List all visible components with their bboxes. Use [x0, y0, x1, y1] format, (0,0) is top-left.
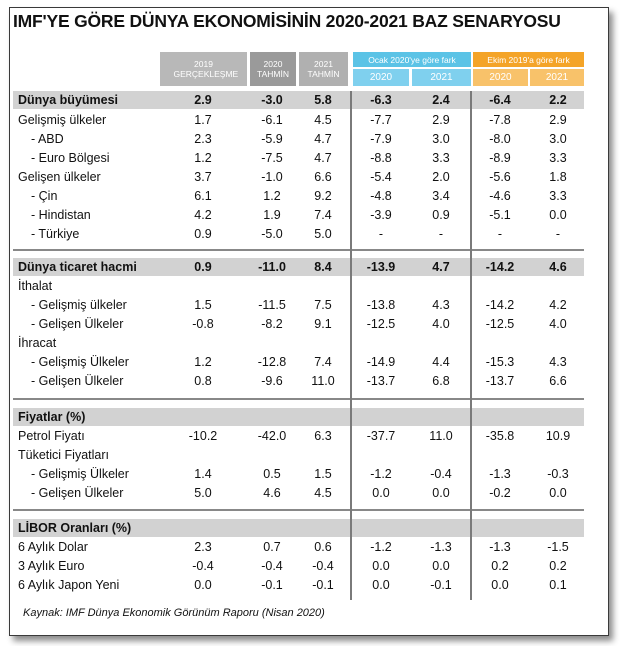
cell-value: 0.7	[263, 540, 281, 554]
cell-value: -12.5	[485, 317, 515, 331]
cell-value: 5.8	[314, 93, 332, 107]
row-label: LİBOR Oranları (%)	[18, 521, 132, 535]
row-label: - Gelişmiş Ülkeler	[31, 467, 129, 481]
cell-value: 0.9	[194, 227, 212, 241]
cell-value: -0.3	[547, 467, 569, 481]
cell-value: 1.8	[549, 170, 567, 184]
cell-value: -8.2	[261, 317, 283, 331]
cell-value: -1.0	[261, 170, 283, 184]
cell-value: -0.8	[192, 317, 214, 331]
cell-value: -13.7	[485, 374, 515, 388]
row-label: - Euro Bölgesi	[31, 151, 110, 165]
cell-value: 3.7	[194, 170, 212, 184]
cell-value: 9.1	[314, 317, 332, 331]
cell-value: -6.1	[261, 113, 283, 127]
row-label: Tüketici Fiyatları	[18, 448, 109, 462]
header-2019: 2019 GERÇEKLEŞME	[160, 52, 247, 86]
cell-value: -35.8	[485, 429, 515, 443]
section-bar-prices	[13, 408, 584, 426]
cell-value: -5.1	[489, 208, 511, 222]
cell-value: -8.0	[489, 132, 511, 146]
row-label: Dünya büyümesi	[18, 93, 119, 107]
cell-value: -10.2	[188, 429, 218, 443]
cell-value: -0.4	[430, 467, 452, 481]
cell-value: -4.6	[489, 189, 511, 203]
cell-value: -8.8	[370, 151, 392, 165]
cell-value: 4.0	[432, 317, 450, 331]
cell-value: 0.8	[194, 374, 212, 388]
header-ekim-group: Ekim 2019'a göre fark	[473, 52, 584, 67]
cell-value: 2.9	[549, 113, 567, 127]
cell-value: 1.2	[263, 189, 281, 203]
cell-value: 4.3	[432, 298, 450, 312]
header-ekim-2020: 2020	[473, 69, 528, 86]
cell-value: 0.2	[549, 559, 567, 573]
cell-value: -37.7	[366, 429, 396, 443]
cell-value: 0.0	[549, 486, 567, 500]
header-ekim-2021: 2021	[530, 69, 584, 86]
cell-value: 4.6	[549, 260, 567, 274]
cell-value: 0.0	[194, 578, 212, 592]
cell-value: 6.6	[549, 374, 567, 388]
cell-value: -0.2	[489, 486, 511, 500]
cell-value: 0.1	[549, 578, 567, 592]
cell-value: 7.4	[314, 355, 332, 369]
cell-value: 4.0	[549, 317, 567, 331]
row-label: - Gelişen Ülkeler	[31, 317, 124, 331]
cell-value: -5.6	[489, 170, 511, 184]
cell-value: 2.4	[432, 93, 450, 107]
cell-value: -0.4	[261, 559, 283, 573]
header-2021: 2021 TAHMİN	[299, 52, 348, 86]
cell-value: -13.9	[366, 260, 396, 274]
cell-value: 0.0	[372, 559, 390, 573]
cell-value: 4.5	[314, 113, 332, 127]
cell-value: -0.1	[430, 578, 452, 592]
cell-value: -0.1	[312, 578, 334, 592]
cell-value: 1.2	[194, 355, 212, 369]
divider	[13, 249, 584, 251]
cell-value: -12.8	[257, 355, 287, 369]
row-label: İhracat	[18, 336, 57, 350]
cell-value: 2.3	[194, 540, 212, 554]
cell-value: 9.2	[314, 189, 332, 203]
cell-value: -1.5	[547, 540, 569, 554]
cell-value: 0.9	[194, 260, 212, 274]
cell-value: 1.4	[194, 467, 212, 481]
row-label: Gelişen ülkeler	[18, 170, 101, 184]
cell-value: 0.0	[372, 486, 390, 500]
cell-value: -9.6	[261, 374, 283, 388]
cell-value: -7.5	[261, 151, 283, 165]
cell-value: -8.9	[489, 151, 511, 165]
cell-value: 2.3	[194, 132, 212, 146]
cell-value: 2.2	[549, 93, 567, 107]
cell-value: 6.3	[314, 429, 332, 443]
cell-value: 0.6	[314, 540, 332, 554]
cell-value: 0.2	[491, 559, 509, 573]
cell-value: 0.5	[263, 467, 281, 481]
row-label: 6 Aylık Dolar	[18, 540, 88, 554]
cell-value: 5.0	[314, 227, 332, 241]
cell-value: 4.6	[263, 486, 281, 500]
header-ocak-2020: 2020	[353, 69, 409, 86]
cell-value: -	[378, 227, 384, 241]
cell-value: 4.2	[194, 208, 212, 222]
cell-value: 6.6	[314, 170, 332, 184]
cell-value: -13.7	[366, 374, 396, 388]
row-label: Fiyatlar (%)	[18, 410, 86, 424]
cell-value: 5.0	[194, 486, 212, 500]
cell-value: 7.5	[314, 298, 332, 312]
cell-value: 11.0	[429, 429, 453, 443]
row-label: - ABD	[31, 132, 64, 146]
cell-value: -	[555, 227, 561, 241]
row-label: Dünya ticaret hacmi	[18, 260, 137, 274]
header-2020: 2020 TAHMİN	[250, 52, 296, 86]
cell-value: 3.0	[549, 132, 567, 146]
cell-value: -1.3	[430, 540, 452, 554]
cell-value: 4.7	[314, 151, 332, 165]
cell-value: -1.3	[489, 467, 511, 481]
cell-value: 0.0	[432, 486, 450, 500]
row-label: 6 Aylık Japon Yeni	[18, 578, 120, 592]
page-title: IMF'YE GÖRE DÜNYA EKONOMİSİNİN 2020-2021 BAZ SENARYOSU	[13, 11, 561, 31]
row-label: - Türkiye	[31, 227, 80, 241]
cell-value: 3.3	[549, 151, 567, 165]
cell-value: -11.0	[258, 260, 286, 274]
cell-value: -0.4	[192, 559, 214, 573]
cell-value: -1.3	[489, 540, 511, 554]
cell-value: 1.7	[194, 113, 212, 127]
cell-value: -1.2	[370, 467, 392, 481]
cell-value: 3.0	[432, 132, 450, 146]
cell-value: 4.7	[314, 132, 332, 146]
cell-value: -0.4	[312, 559, 334, 573]
row-label: İthalat	[18, 279, 53, 293]
cell-value: -3.9	[370, 208, 392, 222]
cell-value: -14.2	[485, 260, 515, 274]
cell-value: -1.2	[370, 540, 392, 554]
cell-value: 4.3	[549, 355, 567, 369]
cell-value: 6.8	[432, 374, 450, 388]
cell-value: 0.0	[432, 559, 450, 573]
cell-value: 4.7	[432, 260, 450, 274]
row-label: Petrol Fiyatı	[18, 429, 85, 443]
row-label: - Gelişmiş Ülkeler	[31, 355, 129, 369]
divider	[13, 398, 584, 400]
cell-value: 3.3	[549, 189, 567, 203]
cell-value: -6.3	[370, 93, 392, 107]
cell-value: 2.9	[194, 93, 212, 107]
cell-value: -12.5	[366, 317, 396, 331]
cell-value: 10.9	[545, 429, 571, 443]
cell-value: 1.2	[194, 151, 212, 165]
cell-value: 0.9	[432, 208, 450, 222]
cell-value: 1.5	[194, 298, 212, 312]
cell-value: 0.0	[549, 208, 567, 222]
cell-value: -4.8	[370, 189, 392, 203]
row-label: Gelişmiş ülkeler	[18, 113, 107, 127]
cell-value: -7.8	[489, 113, 511, 127]
source-note: Kaynak: IMF Dünya Ekonomik Görünüm Raporu (Nisan 2020)	[23, 607, 325, 619]
row-label: 3 Aylık Euro	[18, 559, 85, 573]
divider	[13, 509, 584, 511]
cell-value: 8.4	[314, 260, 332, 274]
cell-value: -	[438, 227, 444, 241]
cell-value: -7.7	[370, 113, 392, 127]
row-label: - Çin	[31, 189, 58, 203]
cell-value: -14.2	[485, 298, 515, 312]
cell-value: -5.4	[370, 170, 392, 184]
row-label: - Gelişen Ülkeler	[31, 374, 124, 388]
cell-value: -11.5	[258, 298, 286, 312]
cell-value: 4.4	[432, 355, 450, 369]
cell-value: 3.3	[432, 151, 450, 165]
header-ocak-2021: 2021	[412, 69, 471, 86]
cell-value: 4.5	[314, 486, 332, 500]
row-label: - Hindistan	[31, 208, 91, 222]
cell-value: 1.5	[314, 467, 332, 481]
cell-value: -42.0	[257, 429, 287, 443]
cell-value: -0.1	[261, 578, 283, 592]
row-label: - Gelişen Ülkeler	[31, 486, 124, 500]
header-ocak-group: Ocak 2020'ye göre fark	[353, 52, 471, 67]
cell-value: -7.9	[370, 132, 392, 146]
cell-value: -14.9	[366, 355, 396, 369]
row-label: - Gelişmiş ülkeler	[31, 298, 127, 312]
cell-value: 1.9	[263, 208, 281, 222]
cell-value: -5.0	[261, 227, 283, 241]
cell-value: -	[497, 227, 503, 241]
cell-value: -5.9	[261, 132, 283, 146]
cell-value: 2.0	[432, 170, 450, 184]
cell-value: 4.2	[549, 298, 567, 312]
cell-value: 7.4	[314, 208, 332, 222]
cell-value: 2.9	[432, 113, 450, 127]
cell-value: 3.4	[432, 189, 450, 203]
cell-value: -13.8	[366, 298, 396, 312]
cell-value: 0.0	[372, 578, 390, 592]
cell-value: -6.4	[489, 93, 511, 107]
cell-value: -3.0	[261, 93, 283, 107]
cell-value: 6.1	[194, 189, 212, 203]
cell-value: 0.0	[491, 578, 509, 592]
cell-value: -15.3	[485, 355, 515, 369]
cell-value: 11.0	[311, 374, 335, 388]
